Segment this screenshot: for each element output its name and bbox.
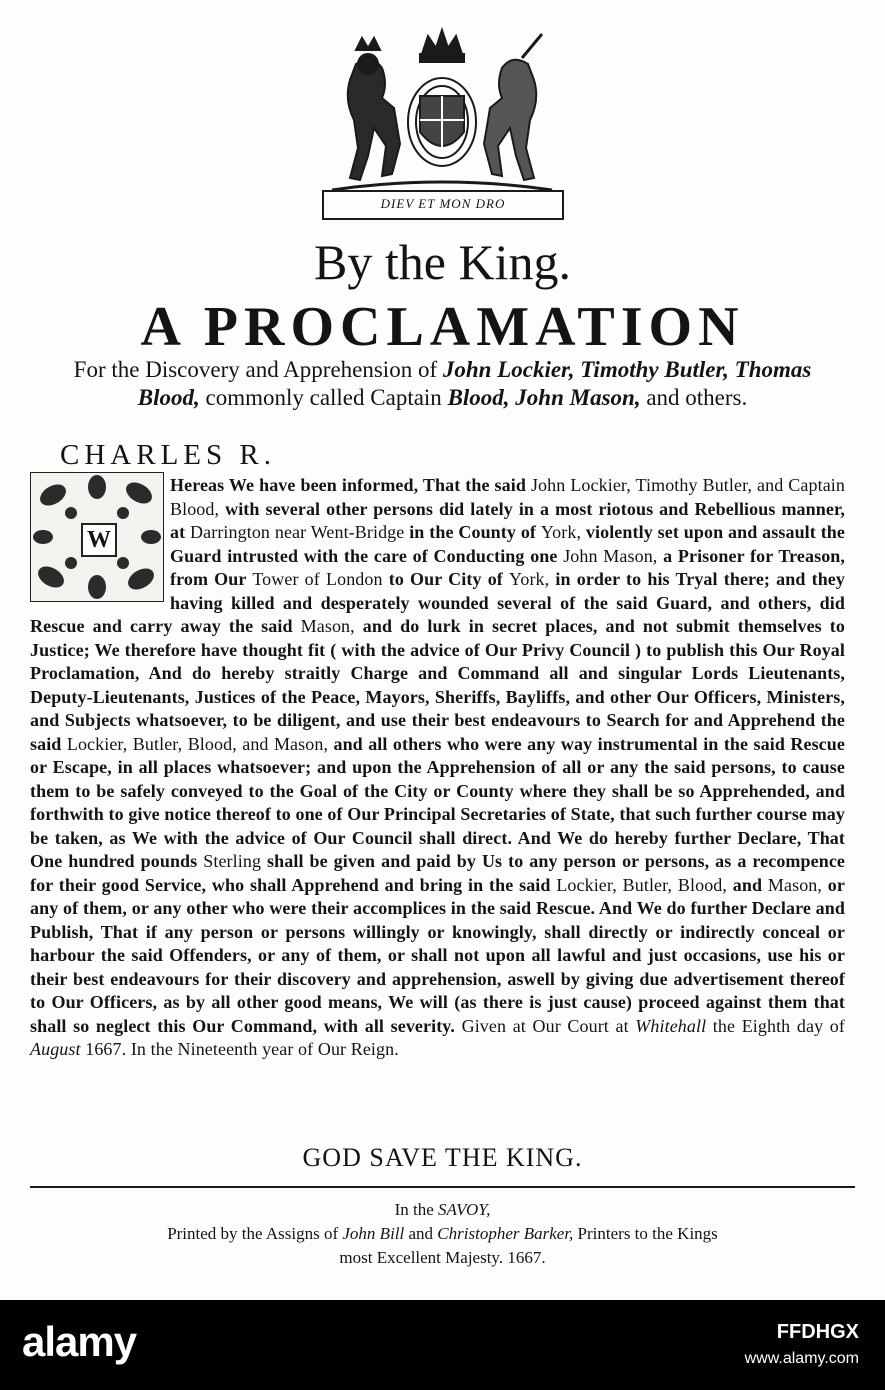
imprint-text: Christopher Barker, — [437, 1224, 574, 1243]
body-text: a Prisoner for Treason, from Our — [170, 545, 845, 589]
body-text: Mason, — [767, 874, 822, 895]
body-text: Lockier, Butler, Blood, and Mason, — [66, 733, 329, 754]
stock-watermark-banner — [0, 1300, 885, 1390]
imprint-text: In the — [394, 1200, 434, 1219]
closing-line: GOD SAVE THE KING. — [302, 1143, 583, 1172]
body-text: violently set upon and assault the Guard intrusted with the care of Conducting one — [170, 522, 846, 566]
body-text: in the County of — [409, 522, 537, 542]
body-text: Whitehall — [635, 1015, 707, 1036]
body-text: John Mason, — [563, 545, 658, 566]
imprint-line: most Excellent Majesty. 1667. — [339, 1248, 546, 1267]
body-text: and do lurk in secret places, and not submit themselves to Justice; We therefore have thought fit ( with the advice of Our Privy Council ) to publish this Our Royal Proclamation, And do hereby straitly Charge and Command all and singular Lords Lieutenants, Deputy-Lieutenants, Justices of the Peace, Mayors, Sheriffs, Bayliffs, and other Our Officers, Ministers, and Subjects whatsoever, to be diligent, and use their best endeavours to Search for and Apprehend the said — [30, 616, 846, 754]
body-text: Tower of London — [252, 569, 383, 589]
imprint-text: and — [408, 1224, 434, 1243]
body-text: 1667. In the Nineteenth year of Our Reign. — [85, 1039, 399, 1059]
subtitle-text: For the Discovery and Apprehension of — [73, 357, 438, 382]
body-text: York, — [540, 522, 582, 542]
proclamation-heading: A PROCLAMATION — [140, 296, 745, 358]
imprint-text: Printed by the Assigns of — [167, 1224, 339, 1243]
imprint-line — [60, 1222, 825, 1246]
subtitle-text: and others. — [646, 385, 748, 410]
body-text: shall be given and paid by Us to any person or persons, as a recompence for their good Service, who shall Apprehend and bring in the said — [30, 851, 846, 895]
imprint-line — [60, 1198, 825, 1222]
body-text: and — [732, 874, 763, 895]
body-text: Hereas We have been informed, That the said — [170, 475, 526, 495]
drop-cap: W — [81, 523, 117, 557]
printer-imprint — [60, 1198, 825, 1270]
subtitle-text: commonly called Captain — [205, 385, 442, 410]
imprint-text: Printers to the Kings — [577, 1224, 718, 1243]
body-text: and all others who were any way instrumental in the said Rescue or Escape, in all places whatsoever; and upon the Apprehension of all or any the said persons, to cause them to be safely conveyed to the Goal of the City or County where they shall be so Apprehended, and forthwith to give notice thereof to one of Our Principal Secretaries of State, that such further course may be taken, as We with the advice of Our Council shall direct. And We do hereby further Declare, That One hundred pounds — [30, 733, 845, 871]
image-id: FFDHGX — [776, 1321, 859, 1343]
divider — [30, 1186, 855, 1188]
source-url: www.alamy.com — [744, 1350, 859, 1367]
imprint-text: SAVOY, — [438, 1200, 491, 1219]
body-text: Darrington near Went-Bridge — [190, 522, 405, 542]
page-title: By the King. — [314, 234, 571, 290]
crest-motto-ribbon: DIEV ET MON DRO — [322, 190, 564, 220]
body-text: to Our City of — [388, 569, 503, 589]
body-text: Sterling — [203, 851, 262, 871]
body-text: John Lockier, Timothy Butler, and Captain Blood, — [170, 475, 845, 519]
body-text: August — [30, 1039, 81, 1059]
salutation: CHARLES R. — [60, 439, 276, 471]
subtitle-names: John Lockier, Timothy Butler, Thomas Blood, — [137, 357, 812, 410]
body-text: with several other persons did lately in a most riotous and Rebellious manner, at — [170, 498, 845, 542]
imprint-text: John Bill — [342, 1224, 405, 1243]
body-text: the Eighth day of — [712, 1015, 845, 1036]
body-text: Lockier, Butler, Blood, — [556, 874, 727, 895]
proclamation-body — [30, 474, 845, 1062]
subtitle-names: Blood, John Mason, — [447, 385, 641, 410]
body-text: in order to his Tryal there; and they having killed and desperately wounded several of the said Guard, and others, did Rescue and carry away the said — [30, 569, 845, 636]
body-text: Given at Our Court at — [461, 1015, 629, 1036]
body-text: York, — [509, 569, 550, 589]
body-text: or any of them, or any other who were their accomplices in the said Rescue. And We do further Declare and Publish, That if any person or persons willingly or knowingly, shall directly or indirectly conceal or harbour the said Offenders, or any of them, or shall not upon all lawful and just occasions, use his or their best endeavours for their discovery and apprehension, aswell by giving due advertisement thereof to Our Officers, as by all other good means, We will (as there is just cause) proceed against them that shall so neglect this Our Command, with all severity. — [30, 874, 845, 1036]
subtitle — [70, 356, 815, 412]
body-text: Mason, — [300, 616, 355, 636]
alamy-logo: alamy — [22, 1318, 137, 1365]
